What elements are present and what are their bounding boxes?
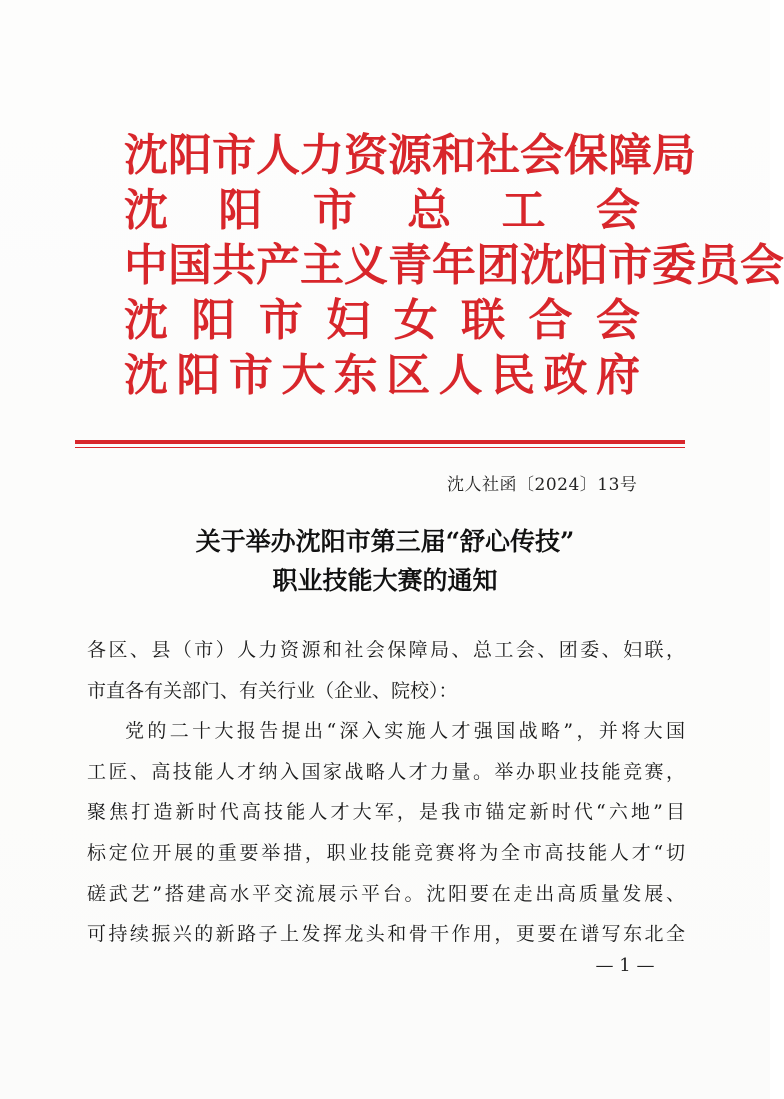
issuer-char: 阳 xyxy=(191,295,236,346)
document-title xyxy=(90,522,680,600)
issuer-char: 工 xyxy=(501,185,546,236)
addressee-line-1: 各区、县（市）人力资源和社会保障局、总工会、团委、妇联， xyxy=(87,639,685,661)
paragraph-line: 工匠、高技能人才纳入国家战略人才力量。举办职业技能竞赛， xyxy=(87,760,685,783)
issuer-char: 东 xyxy=(333,350,378,401)
issuer-char: 沈 xyxy=(124,350,168,401)
paragraph-line: 可持续振兴的新路子上发挥龙头和骨干作用，更要在谱写东北全 xyxy=(87,923,685,946)
addressee-line-2: 市直各有关部门、有关行业（企业、院校）： xyxy=(87,679,458,702)
issuer-char: 市 xyxy=(312,185,357,236)
issuer-char: 联 xyxy=(461,295,506,346)
issuer-char: 市 xyxy=(258,295,303,346)
issuer-char: 市 xyxy=(228,350,273,401)
document-body xyxy=(87,630,685,955)
issuing-authorities xyxy=(124,128,784,403)
document-title-line-2: 职业技能大赛的通知 xyxy=(272,566,498,595)
issuer-char: 沈 xyxy=(124,185,168,236)
red-rule-thin xyxy=(75,447,685,448)
paragraph-line: 磋武艺”搭建高水平交流展示平台。沈阳要在走出高质量发展、 xyxy=(87,882,685,905)
issuer-federation-of-trade-unions xyxy=(124,183,640,238)
issuer-womens-federation xyxy=(124,293,640,348)
issuer-char: 民 xyxy=(491,350,536,401)
issuer-char: 大 xyxy=(281,350,326,401)
issuer-char: 府 xyxy=(595,350,640,401)
document-title-line-1: 关于举办沈阳市第三届“舒心传技” xyxy=(195,527,575,556)
issuer-char: 总 xyxy=(407,185,452,236)
paragraph-line: 标定位开展的重要举措，职业技能竞赛将为全市高技能人才“切 xyxy=(87,841,685,864)
issuer-char: 妇 xyxy=(326,295,371,346)
issuer-hrss-bureau: 沈阳市人力资源和社会保障局 xyxy=(124,130,696,181)
document-number: 沈人社函〔2024〕13号 xyxy=(447,475,638,495)
issuer-char: 人 xyxy=(438,350,483,401)
issuer-char: 政 xyxy=(543,350,588,401)
issuer-char: 区 xyxy=(386,350,431,401)
issuer-char: 会 xyxy=(595,185,640,236)
issuer-char: 阳 xyxy=(218,185,263,236)
issuer-dadong-district-government xyxy=(124,348,640,403)
red-rule-thick xyxy=(75,440,685,444)
page-number: — 1 — xyxy=(595,955,655,976)
issuer-char: 沈 xyxy=(124,295,168,346)
paragraph-line: 聚焦打造新时代高技能人才大军，是我市锚定新时代“六地”目 xyxy=(87,801,685,824)
issuer-char: 阳 xyxy=(176,350,221,401)
paragraph-line: 党的二十大报告提出“深入实施人才强国战略”，并将大国 xyxy=(125,720,685,743)
issuer-char: 女 xyxy=(393,295,438,346)
issuer-youth-league: 中国共产主义青年团沈阳市委员会 xyxy=(124,240,784,291)
issuer-char: 会 xyxy=(595,295,640,346)
issuer-char: 合 xyxy=(528,295,573,346)
